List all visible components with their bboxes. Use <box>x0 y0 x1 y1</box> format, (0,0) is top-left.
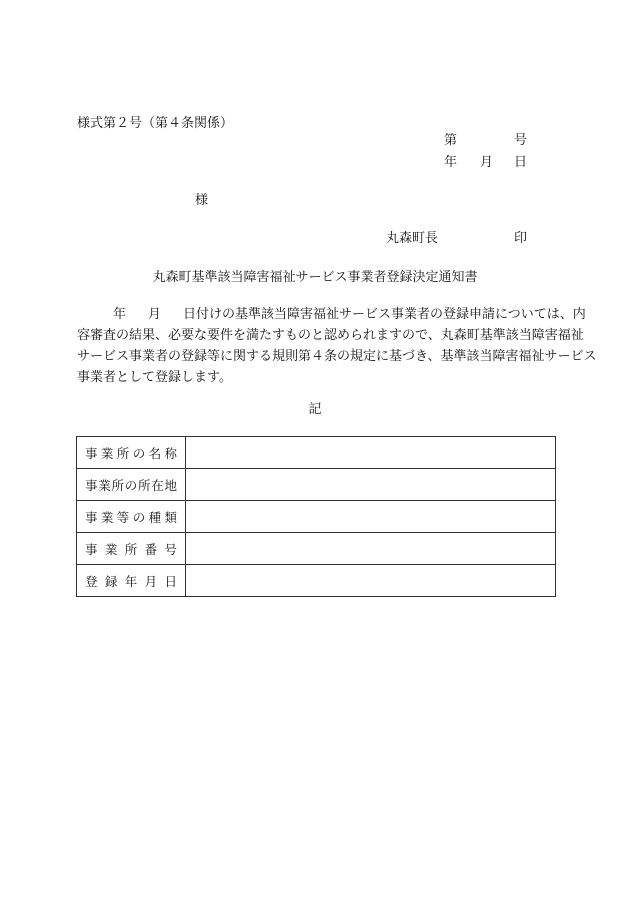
body-line-2: 容審査の結果、必要な要件を満たすものと認められますので、丸森町基準該当障害福祉 <box>77 328 584 343</box>
registration-details-table <box>76 436 556 597</box>
table-row <box>77 565 556 597</box>
row-label-cell <box>77 533 186 565</box>
row-label-facility-name: 事業所の名称 <box>85 445 177 461</box>
issue-date-month: 月 <box>480 155 494 170</box>
document-number-suffix: 号 <box>514 133 528 148</box>
row-label-service-type: 事業等の種類 <box>85 509 177 525</box>
document-number-prefix: 第 <box>444 133 458 148</box>
document-title: 丸森町基準該当障害福祉サービス事業者登録決定通知書 <box>152 270 478 285</box>
row-label-registration-date: 登録年月日 <box>85 573 177 589</box>
body-date-month: 月 <box>148 307 162 322</box>
table-row <box>77 501 556 533</box>
row-value-facility-name[interactable] <box>186 437 556 469</box>
row-label-facility-number: 事業所番号 <box>85 541 177 557</box>
row-label-facility-address: 事業所の所在地 <box>85 477 177 493</box>
body-date-year: 年 <box>113 307 127 322</box>
row-value-facility-address[interactable] <box>186 469 556 501</box>
body-line-1 <box>77 304 586 325</box>
row-label-cell <box>77 565 186 597</box>
addressee-honorific: 様 <box>195 193 209 208</box>
seal-mark: 印 <box>514 231 528 246</box>
issue-date-year: 年 <box>444 155 458 170</box>
row-value-service-type[interactable] <box>186 501 556 533</box>
row-value-facility-number[interactable] <box>186 533 556 565</box>
table-row <box>77 469 556 501</box>
issue-date-day: 日 <box>514 155 528 170</box>
row-label-cell <box>77 469 186 501</box>
table-row <box>77 437 556 469</box>
sender-name: 丸森町長 <box>386 231 439 246</box>
row-label-cell <box>77 501 186 533</box>
form-number-label: 様式第２号（第４条関係） <box>77 116 234 131</box>
body-line-3: サービス事業者の登録等に関する規則第４条の規定に基づき、基準該当障害福祉サービス <box>77 349 597 364</box>
table-row <box>77 533 556 565</box>
notice-body <box>77 304 597 388</box>
row-value-registration-date[interactable] <box>186 565 556 597</box>
ki-heading: 記 <box>308 402 322 417</box>
row-label-cell <box>77 437 186 469</box>
body-line-4: 事業者として登録します。 <box>77 370 232 385</box>
body-line-1-text: 日付けの基準該当障害福祉サービス事業者の登録申請については、内 <box>183 307 586 322</box>
